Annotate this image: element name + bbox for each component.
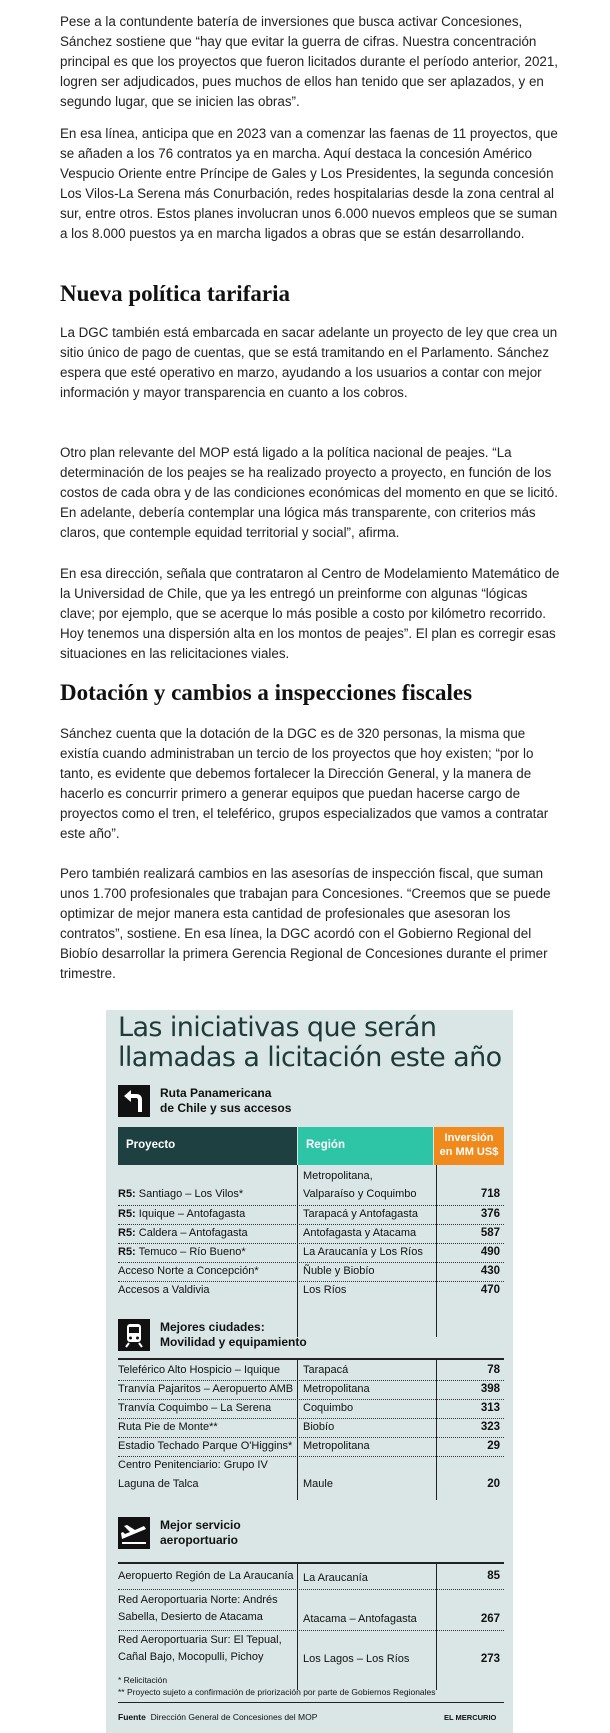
header-project: Proyecto: [118, 1127, 297, 1165]
infographic-title: Las iniciativas que serán llamadas a licitación este año: [118, 1012, 502, 1073]
row-divider: [118, 1281, 504, 1282]
section-rule: [118, 1562, 504, 1564]
row-divider: [118, 1243, 504, 1244]
paragraph: Sánchez cuenta que la dotación de la DGC es de 320 personas, la misma que existía cuando administraban un tercio de los proyectos que hoy existen; “por lo tanto, es evidente que debemos fortalecer la Dirección General, y la manera de hacerlo es concurrir primero a generar equipos que puedan hacerse cargo de proyectos como el tren, el teleférico, grupos especializados que vamos a contratar este año”.: [60, 726, 549, 841]
header-investment: Inversión en MM US$: [434, 1127, 504, 1165]
row-divider: [118, 1630, 504, 1631]
table-row: R5: Santiago – Los Vilos* Metropolitana, Valparaíso y Coquimbo 718: [118, 1170, 500, 1200]
row-divider: [118, 1456, 504, 1457]
footer-rule: [118, 1702, 504, 1703]
paragraph: En esa línea, anticipa que en 2023 van a comenzar las faenas de 11 proyectos, que se añaden a los 76 contratos ya en marcha. Aquí destaca la concesión Américo Vespucio Oriente entre Príncipe de Gales y Los Presidentes, la segunda concesión Los Vilos-La Serena más Conurbación, redes hospitalarias desde la zona central al sur, entre otros. Estos planes involucran unos 6.000 nuevos empleos que se suman a los 8.000 puestos ya en marcha ligados a obras que se están desarrollando.: [60, 126, 558, 241]
section-title: Mejores ciudades: Movilidad y equipamiento: [160, 1320, 307, 1349]
row-divider: [118, 1224, 504, 1225]
section-heading: Dotación y cambios a inspecciones fiscales: [60, 680, 473, 705]
section-heading: Nueva política tarifaria: [60, 281, 290, 306]
footnote: ** Proyecto sujeto a confirmación de priorización por parte de Gobiernos Regionales: [118, 1687, 436, 1697]
airplane-icon: [118, 1517, 150, 1549]
section-rule: [118, 1358, 504, 1360]
row-divider: [118, 1418, 504, 1419]
table-row: Red Aeroportuaria Norte: Andrés Sabella, Desierto de Atacama Atacama – Antofagasta 267: [118, 1594, 500, 1625]
row-divider: [118, 1380, 504, 1381]
paragraph: En esa dirección, señala que contrataron al Centro de Modelamiento Matemático de la Universidad de Chile, que ya les entregó un preinforme con algunas “lógicas clave; por ejemplo, que se acerque lo más posible a costo por kilómetro recorrido. Hoy tenemos una dispersión alta en los montos de peajes”. El plan es corregir esas situaciones en las relicitaciones viales.: [60, 566, 560, 661]
turn-left-arrow-icon: [118, 1085, 150, 1117]
footnote: * Relicitación: [118, 1675, 168, 1685]
row-divider: [118, 1262, 504, 1263]
paragraph: Otro plan relevante del MOP está ligado a la política nacional de peajes. “La determinación de los peajes se ha realizado proyecto a proyecto, en función de los costos de cada obra y de las condiciones económicas del momento en que se licitó. En adelante, debería contemplar una lógica más transparente, con criterios más claros, que contemple equidad territorial y social”, afirma.: [60, 445, 558, 540]
paragraph: Pese a la contundente batería de inversiones que busca activar Concesiones, Sánchez sostiene que “hay que evitar la guerra de cifras. Nuestra concentración principal es que los proyectos que fueron licitados durante el período anterior, 2021, logren ser adjudicados, pues muchos de ellos han tenido que ser aplazados, y en segundo lugar, que se inicien las obras”.: [60, 14, 559, 109]
row-divider: [118, 1205, 504, 1206]
section-title: Ruta Panamericana de Chile y sus accesos: [160, 1086, 292, 1115]
table-row: Centro Penitenciario: Grupo IV Laguna de Talca Maule 20: [118, 1459, 500, 1490]
credit: EL MERCURIO: [444, 1713, 497, 1722]
section-title: Mejor servicio aeroportuario: [160, 1518, 241, 1547]
table-header: [118, 1127, 504, 1165]
row-divider: [118, 1437, 504, 1438]
infographic: Las iniciativas que serán llamadas a licitación este año Ruta Panamericana de Chile y sus accesos Proyecto Región Inversión en MM US$ R5: Santiago – Los Vilos* Metropolitana, Valparaíso y Coquimbo 718 R5: Iquique – Antofagasta Tarapacá y Antofagasta 376 R5: Caldera – Antofagasta Antofagasta y Atacama 587 R5: Temuco – Río Bueno* La Araucanía y Los Ríos 490 Acceso Norte a Concepción* Ñuble y Biobío 430 Accesos a Valdivia Los Ríos 470 Mejores ciudades: Movilidad y equipamiento Teleférico Alto Hospicio – Iquique Tarapacá 78 Tranvía Pajaritos – Aeropuerto AMB Metropolitana 398 Tranvía Coquimbo – La Serena Coquimbo 313 Ruta Pie de Monte** Biobío 323 Estadio Techado Parque O'Higgins* Metropolitana 29 Centro Penitenciario: Grupo IV Laguna de Talca Maule 20 Mejor servicio aeroportuario Aeropuerto Región de La Araucanía La Araucanía 85 Red Aeroportuaria Norte: Andrés Sabella, Desierto de Atacama Atacama – Antofagasta 267 Red Aeroportuaria Sur: El Tepual, Cañal Bajo, Mocopulli, Pichoy Los Lagos – Los Ríos 273 * Relicitación ** Proyecto sujeto a confirmación de priorización por parte de Gobiernos Regionales Fuente Dirección General de Concesiones del MOP EL MERCURIO: [106, 1010, 513, 1733]
row-divider: [118, 1589, 504, 1590]
paragraph: Pero también realizará cambios en las asesorías de inspección fiscal, que suman unos 1.700 profesionales que trabajan para Concesiones. “Creemos que se puede optimizar de mejor manera esta cantidad de profesionales que asesoran los contratos”, sostiene. En esa línea, la DGC acordó con el Gobierno Regional del Biobío desarrollar la primera Gerencia Regional de Concesiones durante el primer trimestre.: [60, 866, 551, 981]
row-divider: [118, 1399, 504, 1400]
header-region: Región: [298, 1127, 433, 1165]
train-icon: [118, 1319, 150, 1351]
paragraph: La DGC también está embarcada en sacar adelante un proyecto de ley que crea un sitio único de pago de cuentas, que se está tramitando en el Parlamento. Sánchez espera que esté operativo en marzo, ayudando a los usuarios a contar con mejor información y mayor transparencia en cuanto a los cobros.: [60, 325, 558, 400]
source-line: Fuente Dirección General de Concesiones del MOP: [118, 1712, 318, 1722]
table-row: Red Aeroportuaria Sur: El Tepual, Cañal Bajo, Mocopulli, Pichoy Los Lagos – Los Ríos 273: [118, 1634, 500, 1665]
